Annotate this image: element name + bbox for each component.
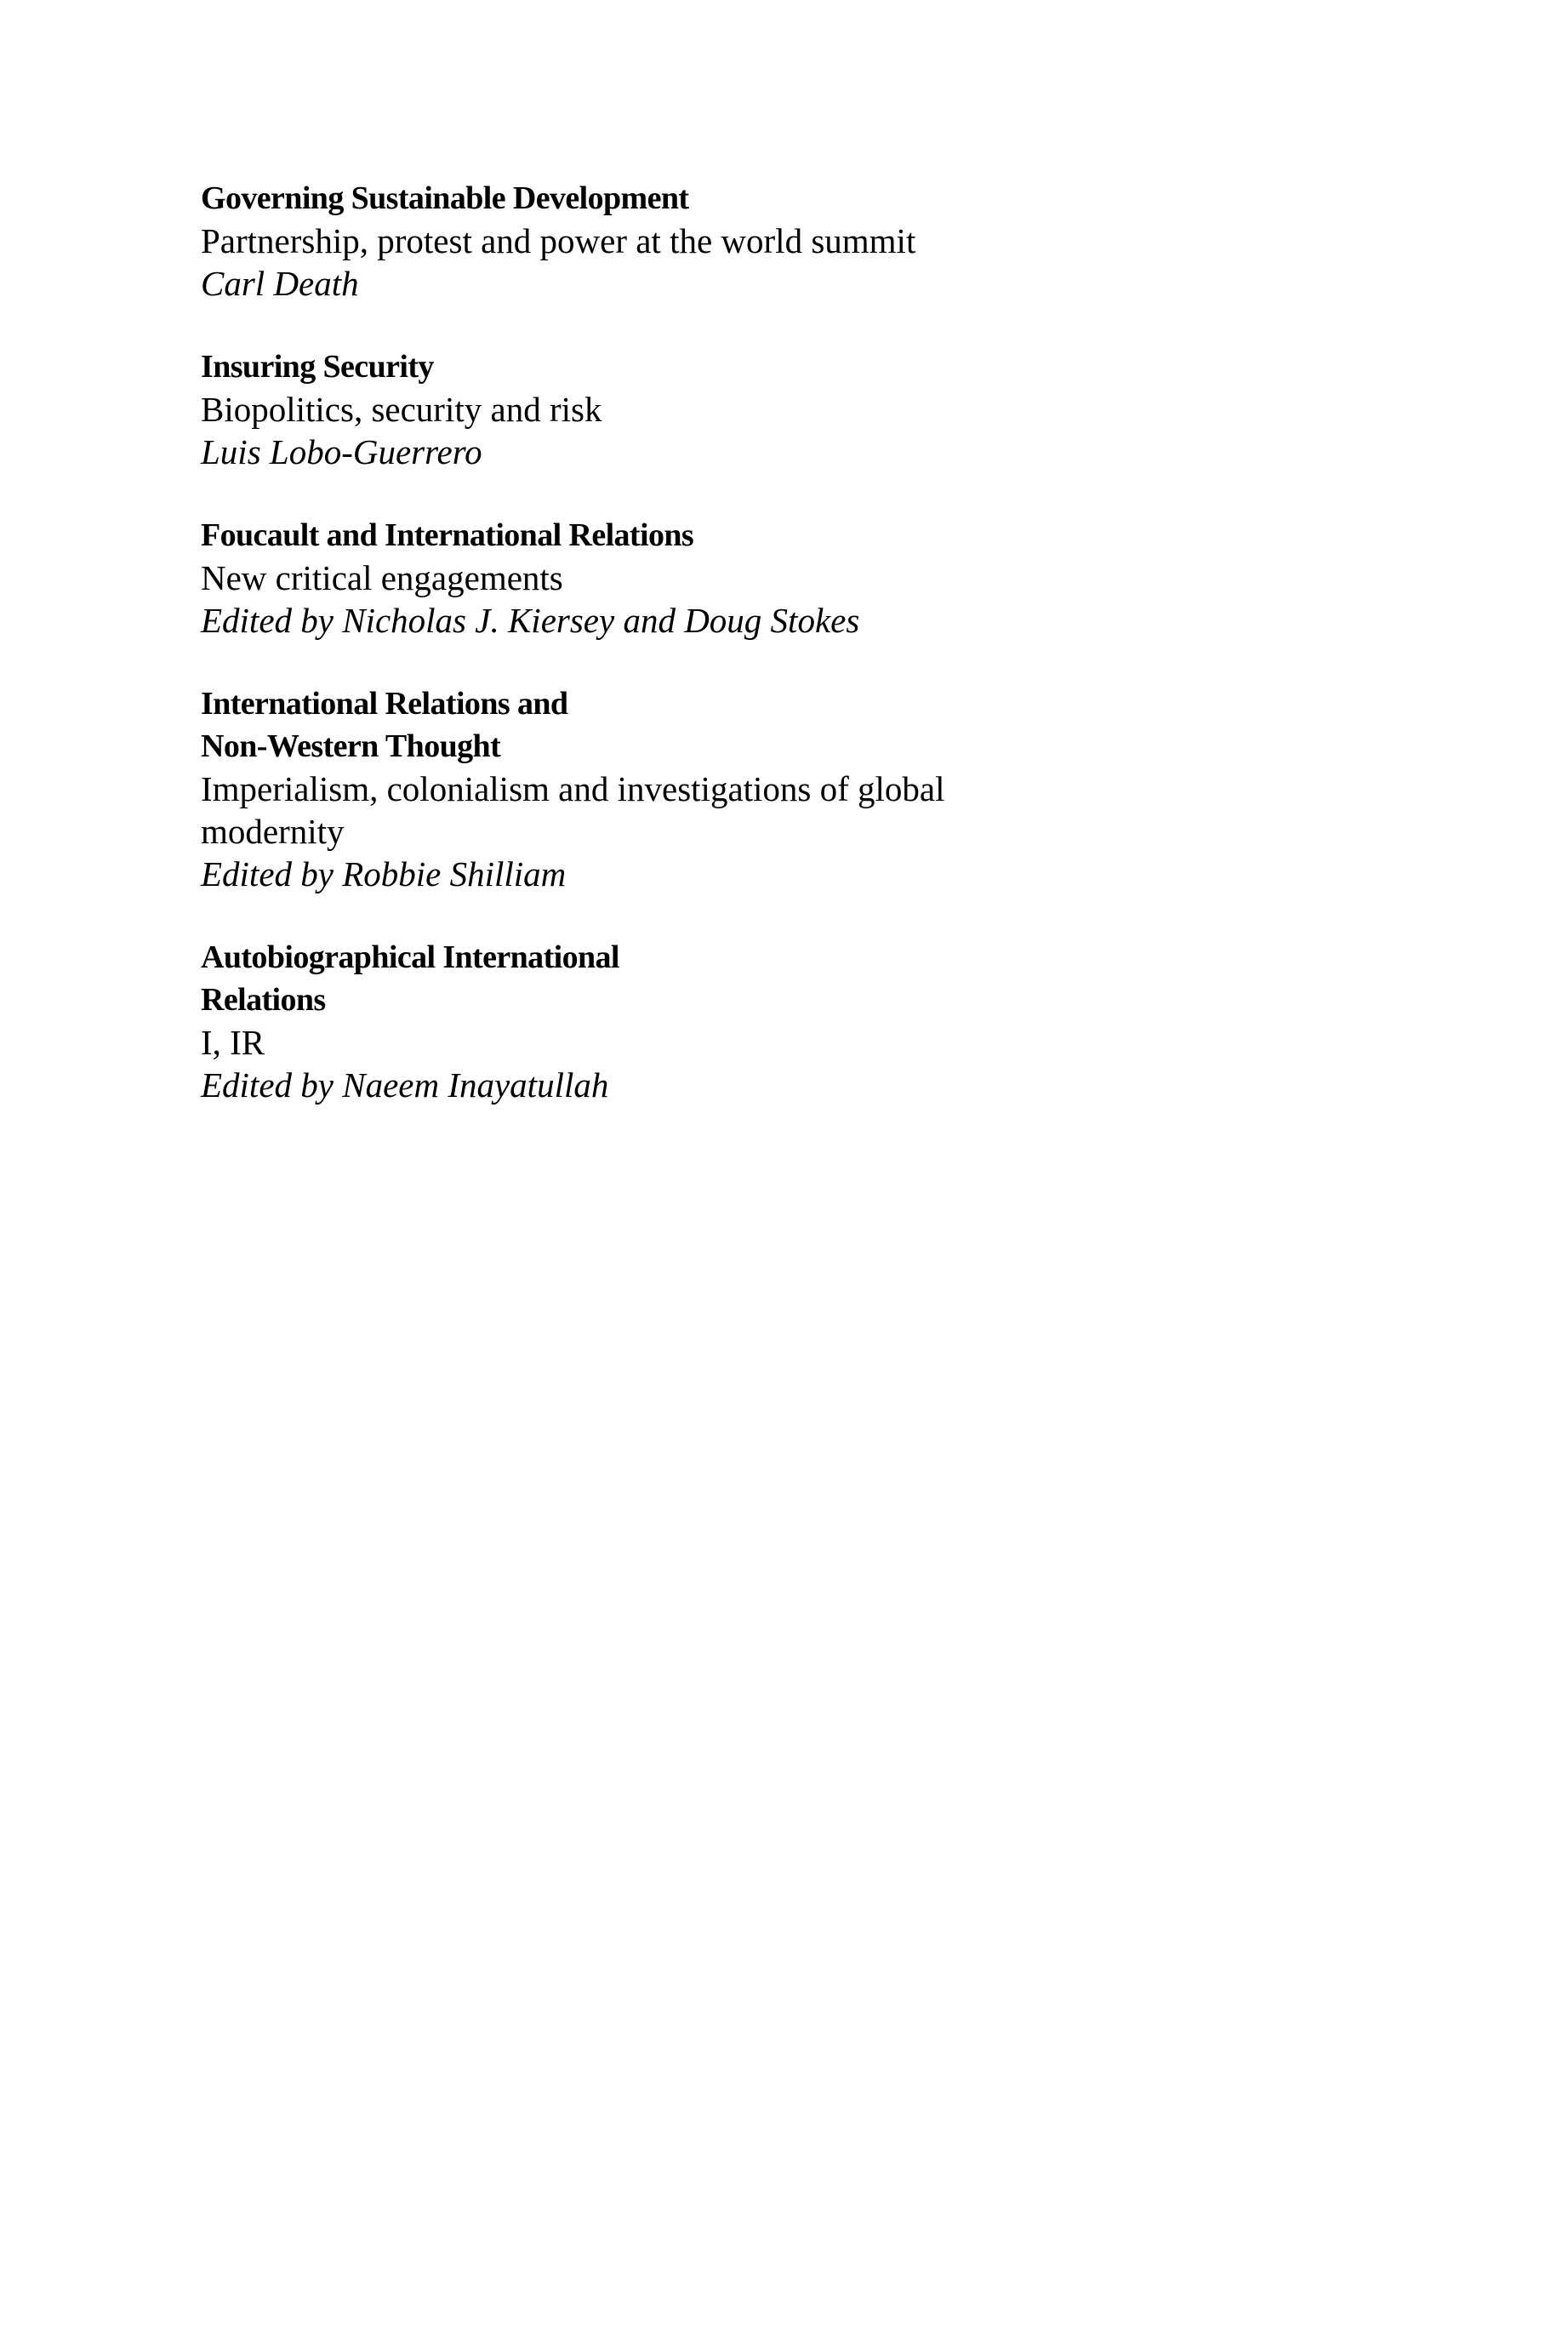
book-entry: [201, 514, 1052, 642]
book-author: Edited by Robbie Shilliam: [201, 854, 567, 893]
book-subtitle-line: New critical engagements: [201, 558, 563, 597]
book-author: Carl Death: [201, 264, 359, 303]
book-title-line: Governing Sustainable Development: [201, 180, 689, 216]
book-entry: [201, 936, 1052, 1106]
book-title-line: Relations: [201, 982, 326, 1018]
book-subtitle-line: Imperialism, colonialism and investigations of global: [201, 769, 945, 808]
book-author: Edited by Naeem Inayatullah: [201, 1065, 609, 1105]
book-entry: [201, 345, 1052, 473]
book-subtitle-line: Biopolitics, security and risk: [201, 390, 602, 429]
book-entry: [201, 682, 1052, 895]
book-list: [201, 177, 1052, 1147]
book-title-line: Foucault and International Relations: [201, 517, 694, 553]
book-subtitle-line: Partnership, protest and power at the world summit: [201, 221, 916, 260]
book-subtitle-line: I, IR: [201, 1023, 265, 1062]
book-author: Luis Lobo-Guerrero: [201, 432, 482, 471]
book-title-line: Insuring Security: [201, 349, 434, 385]
book-subtitle-line: modernity: [201, 812, 345, 851]
book-title-line: International Relations and: [201, 686, 568, 722]
book-author: Edited by Nicholas J. Kiersey and Doug Stokes: [201, 601, 860, 640]
book-entry: [201, 177, 1052, 305]
book-title-line: Autobiographical International: [201, 939, 619, 975]
book-title-line: Non-Western Thought: [201, 728, 501, 764]
